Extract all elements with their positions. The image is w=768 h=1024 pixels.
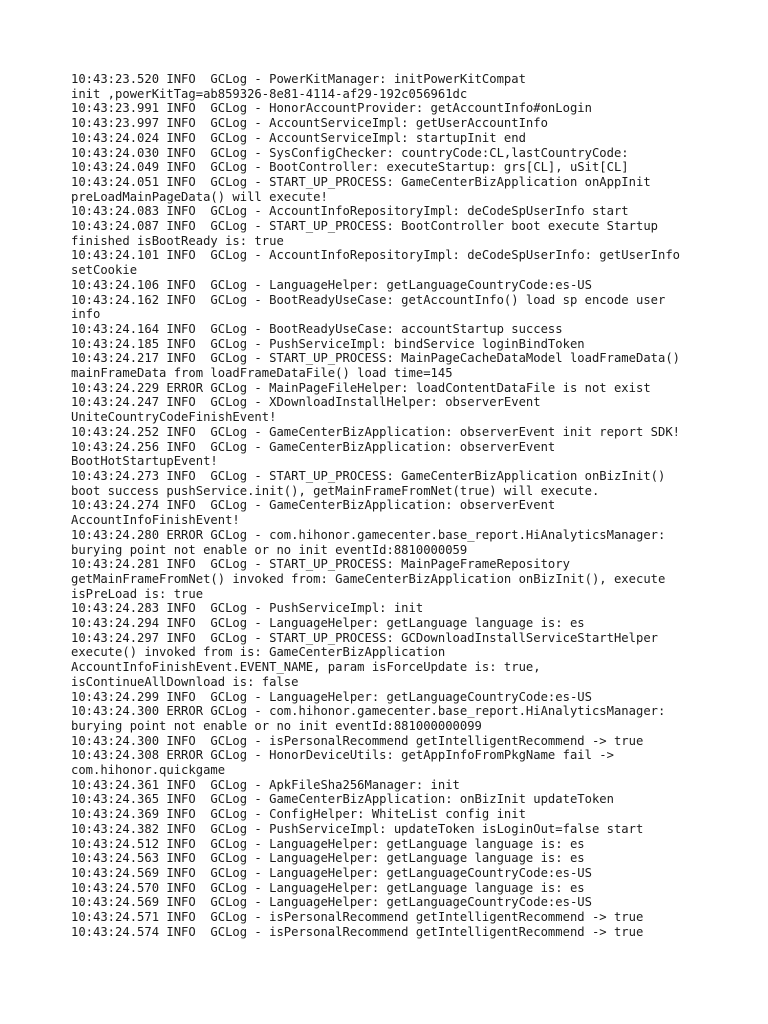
- log-line: 10:43:24.361 INFO GCLog - ApkFileSha256Manager: init: [71, 777, 460, 792]
- log-line: 10:43:24.512 INFO GCLog - LanguageHelper: getLanguage language is: es: [71, 836, 585, 851]
- log-line: 10:43:24.247 INFO GCLog - XDownloadInstallHelper: observerEvent: [71, 395, 541, 410]
- log-line: finished isBootReady is: true: [71, 233, 284, 248]
- log-line: 10:43:24.570 INFO GCLog - LanguageHelper: getLanguage language is: es: [71, 880, 585, 895]
- log-line: 10:43:24.281 INFO GCLog - START_UP_PROCESS: MainPageFrameRepository: [71, 557, 570, 572]
- log-line: init ,powerKitTag=ab859326-8e81-4114-af29-192c056961dc: [71, 86, 468, 101]
- log-line: 10:43:24.574 INFO GCLog - isPersonalRecommend getIntelligentRecommend -> true: [71, 924, 644, 939]
- log-line: 10:43:24.563 INFO GCLog - LanguageHelper: getLanguage language is: es: [71, 851, 585, 866]
- log-document: [71, 72, 761, 939]
- log-line: 10:43:24.162 INFO GCLog - BootReadyUseCase: getAccountInfo() load sp encode user: [71, 292, 666, 307]
- log-line: 10:43:24.300 ERROR GCLog - com.hihonor.gamecenter.base_report.HiAnalyticsManager:: [71, 704, 666, 719]
- log-line: 10:43:24.274 INFO GCLog - GameCenterBizApplication: observerEvent: [71, 498, 556, 513]
- log-line: 10:43:24.294 INFO GCLog - LanguageHelper: getLanguage language is: es: [71, 616, 585, 631]
- log-line: burying point not enable or no init eventId:881000000099: [71, 718, 482, 733]
- log-line: 10:43:23.520 INFO GCLog - PowerKitManager: initPowerKitCompat: [71, 72, 526, 86]
- log-line: 10:43:24.283 INFO GCLog - PushServiceImpl: init: [71, 601, 424, 616]
- log-line: UniteCountryCodeFinishEvent!: [71, 410, 277, 425]
- log-line: 10:43:24.106 INFO GCLog - LanguageHelper: getLanguageCountryCode:es-US: [71, 277, 592, 292]
- log-line: boot success pushService.init(), getMainFrameFromNet(true) will execute.: [71, 483, 600, 498]
- log-line: preLoadMainPageData() will execute!: [71, 189, 328, 204]
- log-line: 10:43:24.300 INFO GCLog - isPersonalRecommend getIntelligentRecommend -> true: [71, 733, 644, 748]
- log-line: execute() invoked from is: GameCenterBizApplication: [71, 645, 446, 660]
- log-line: setCookie: [71, 263, 138, 278]
- log-line: 10:43:23.991 INFO GCLog - HonorAccountProvider: getAccountInfo#onLogin: [71, 101, 592, 116]
- log-line: 10:43:24.217 INFO GCLog - START_UP_PROCESS: MainPageCacheDataModel loadFrameData(): [71, 351, 681, 366]
- log-line: 10:43:24.083 INFO GCLog - AccountInfoRepositoryImpl: deCodeSpUserInfo start: [71, 204, 629, 219]
- log-line: 10:43:24.229 ERROR GCLog - MainPageFileHelper: loadContentDataFile is not exist: [71, 380, 651, 395]
- log-line: 10:43:24.252 INFO GCLog - GameCenterBizApplication: observerEvent init report SDK!: [71, 424, 681, 439]
- log-line: 10:43:24.299 INFO GCLog - LanguageHelper: getLanguageCountryCode:es-US: [71, 689, 592, 704]
- log-line: info: [71, 307, 101, 322]
- log-line: 10:43:23.997 INFO GCLog - AccountServiceImpl: getUserAccountInfo: [71, 116, 548, 131]
- log-line: 10:43:24.024 INFO GCLog - AccountServiceImpl: startupInit end: [71, 130, 526, 145]
- log-line: 10:43:24.297 INFO GCLog - START_UP_PROCESS: GCDownloadInstallServiceStartHelper: [71, 630, 658, 645]
- log-line: 10:43:24.030 INFO GCLog - SysConfigChecker: countryCode:CL,lastCountryCode:: [71, 145, 629, 160]
- log-line: mainFrameData from loadFrameDataFile() load time=145: [71, 366, 453, 381]
- log-line: 10:43:24.365 INFO GCLog - GameCenterBizApplication: onBizInit updateToken: [71, 792, 614, 807]
- log-line: 10:43:24.256 INFO GCLog - GameCenterBizApplication: observerEvent: [71, 439, 556, 454]
- log-line: 10:43:24.051 INFO GCLog - START_UP_PROCESS: GameCenterBizApplication onAppInit: [71, 174, 651, 189]
- log-line: 10:43:24.101 INFO GCLog - AccountInfoRepositoryImpl: deCodeSpUserInfo: getUserInfo: [71, 248, 681, 263]
- log-line: 10:43:24.569 INFO GCLog - LanguageHelper: getLanguageCountryCode:es-US: [71, 895, 592, 910]
- log-line: isPreLoad is: true: [71, 586, 204, 601]
- log-line: 10:43:24.164 INFO GCLog - BootReadyUseCase: accountStartup success: [71, 321, 563, 336]
- log-line: 10:43:24.087 INFO GCLog - START_UP_PROCESS: BootController boot execute Startup: [71, 219, 658, 234]
- log-line: getMainFrameFromNet() invoked from: GameCenterBizApplication onBizInit(), execute: [71, 571, 666, 586]
- log-line: 10:43:24.308 ERROR GCLog - HonorDeviceUtils: getAppInfoFromPkgName fail ->: [71, 748, 614, 763]
- log-line: 10:43:24.273 INFO GCLog - START_UP_PROCESS: GameCenterBizApplication onBizInit(): [71, 468, 666, 483]
- log-line: burying point not enable or no init eventId:8810000059: [71, 542, 468, 557]
- log-line: 10:43:24.571 INFO GCLog - isPersonalRecommend getIntelligentRecommend -> true: [71, 910, 644, 925]
- log-line: 10:43:24.185 INFO GCLog - PushServiceImpl: bindService loginBindToken: [71, 336, 585, 351]
- log-line: isContinueAllDownload is: false: [71, 674, 299, 689]
- log-line: AccountInfoFinishEvent!: [71, 513, 240, 528]
- log-line: 10:43:24.280 ERROR GCLog - com.hihonor.gamecenter.base_report.HiAnalyticsManager:: [71, 527, 666, 542]
- log-line: AccountInfoFinishEvent.EVENT_NAME, param isForceUpdate is: true,: [71, 660, 541, 675]
- log-line: 10:43:24.569 INFO GCLog - LanguageHelper: getLanguageCountryCode:es-US: [71, 865, 592, 880]
- log-line: com.hihonor.quickgame: [71, 763, 226, 778]
- log-line: BootHotStartupEvent!: [71, 454, 218, 469]
- log-line: 10:43:24.382 INFO GCLog - PushServiceImpl: updateToken isLoginOut=false start: [71, 821, 644, 836]
- log-line: 10:43:24.049 INFO GCLog - BootController: executeStartup: grs[CL], uSit[CL]: [71, 160, 629, 175]
- log-line: 10:43:24.369 INFO GCLog - ConfigHelper: WhiteList config init: [71, 807, 526, 822]
